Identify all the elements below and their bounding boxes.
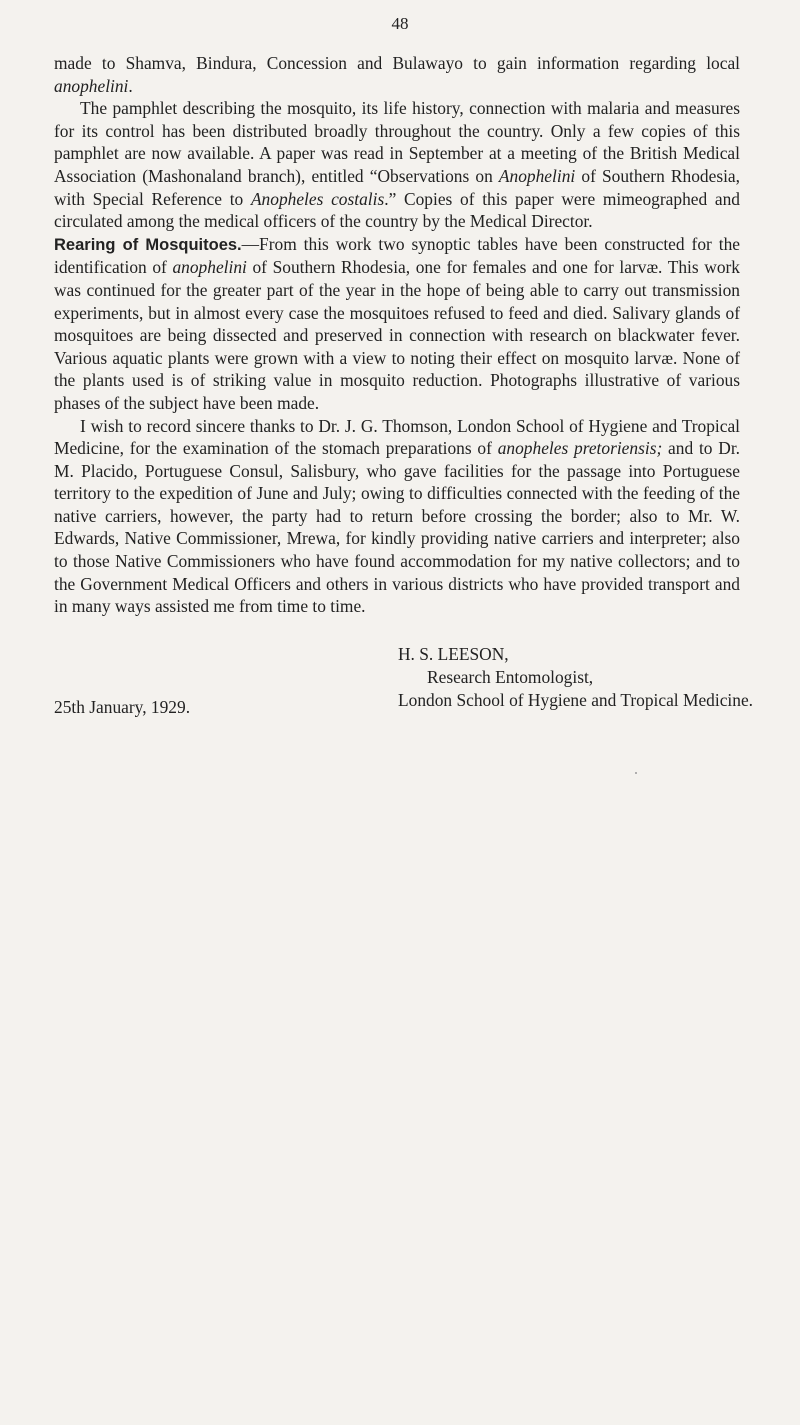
section-heading: Rearing of Mosquitoes. <box>54 235 242 254</box>
italic-term: Anopheles costalis <box>250 188 385 209</box>
text-run: of Southern Rhodesia, with Special Reference to <box>54 165 740 209</box>
italic-term: anopheles pretoriensis; <box>497 438 663 459</box>
text-run: The pamphlet describing the mosquito, its life history, connection with malaria and measures for its control has been distributed broadly throughout the country. Only a few copies of this pamphlet are now available. A paper was read in September at a meeting of the British Medical Association (Mashonaland branch), entitled “Observations on <box>54 98 740 186</box>
text-run: . <box>128 75 133 96</box>
text-run: of Southern Rhodesia, one for females and one for larvæ. This work was continued for the greater part of the year in the hope of being able to carry out transmission experiments, but in almost every case the mosquitoes refused to feed and died. Salivary glands of mosquitoes are being dissected and preserved in connection with research on blackwater fever. Various aquatic plants were grown with a view to noting their effect on mosquito larvæ. None of the plants used is of striking value in mosquito reduction. Photographs illustrative of various phases of the subject have been made. <box>54 257 741 413</box>
text-run: .” Copies of this paper were mimeographed and circulated among the medical officers of the country by the Medical Director. <box>54 188 740 232</box>
signature-name: H. S. LEESON, <box>398 644 509 664</box>
italic-term: anophelini <box>172 257 247 278</box>
text-run: and to Dr. M. Placido, Portuguese Consul, Salisbury, who gave facilities for the passage into Portuguese territory to the expedition of June and July; owing to difficulties connected with the feeding of the native carriers, however, the party had to return before crossing the border; also to Mr. W. Edwards, Native Commissioner, Mrewa, for kindly providing native carriers and interpreter; also to those Native Commissioners who have found accommodation for my native collectors; and to the Government Medical Officers and others in various districts who have provided transport and in many ways assisted me from time to time. <box>54 438 740 617</box>
paragraph <box>54 415 740 618</box>
signature-title: Research Entomologist, <box>427 667 594 687</box>
paper-speck <box>635 772 637 774</box>
italic-term: anophelini <box>54 75 129 96</box>
text-run: I wish to record sincere thanks to Dr. J. G. Thomson, London School of Hygiene and Tropical Medicine, for the examination of the stomach preparations of <box>54 415 740 459</box>
text-run: —From this work two synoptic tables have been constructed for the identification of <box>54 233 740 278</box>
signature-institution: London School of Hygiene and Tropical Medicine. <box>398 690 754 710</box>
text-run: made to Shamva, Bindura, Concession and Bulawayo to gain information regarding local <box>54 53 740 73</box>
body-text <box>54 52 740 618</box>
paragraph <box>54 97 740 233</box>
page-number: 48 <box>391 14 409 33</box>
paragraph <box>54 52 740 97</box>
paragraph <box>54 233 740 415</box>
italic-term: Anophelini <box>498 165 576 186</box>
document-date: 25th January, 1929. <box>54 697 191 717</box>
